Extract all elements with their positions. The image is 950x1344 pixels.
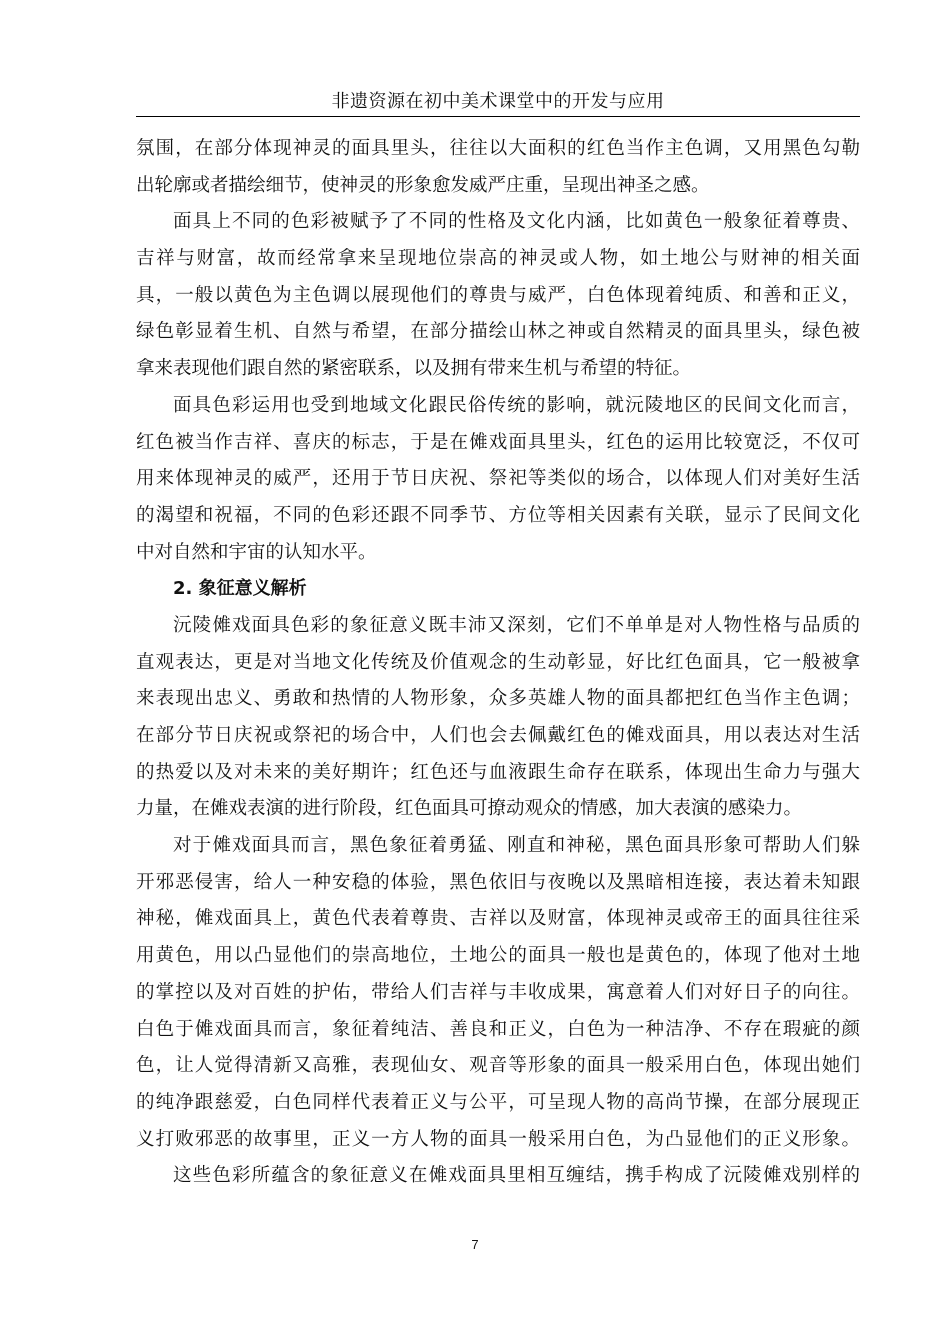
header-divider: [136, 116, 860, 117]
section-heading: 2. 象征意义解析: [173, 578, 307, 600]
body-line: 白色于傩戏面具而言，象征着纯洁、善良和正义，白色为一种洁净、不存在瑕疵的颜: [136, 1018, 860, 1040]
body-line: 氛围，在部分体现神灵的面具里头，往往以大面积的红色当作主色调，又用黑色勾勒: [136, 138, 860, 159]
body-line: 色，让人觉得清新又高雅，表现仙女、观音等形象的面具一般采用白色，体现出她们: [136, 1055, 860, 1077]
body-line: 这些色彩所蕴含的象征意义在傩戏面具里相互缠结，携手构成了沅陵傩戏别样的: [173, 1165, 860, 1187]
body-line: 出轮廓或者描绘细节，使神灵的形象愈发威严庄重，呈现出神圣之感。: [136, 174, 710, 196]
body-line: 开邪恶侵害，给人一种安稳的体验，黑色依旧与夜晚以及黑暗相连接，表达着未知跟: [136, 871, 860, 893]
body-line: 中对自然和宇宙的认知水平。: [136, 541, 377, 563]
body-line: 绿色彰显着生机、自然与希望，在部分描绘山林之神或自然精灵的面具里头，绿色被: [136, 321, 860, 343]
body-line: 来表现出忠义、勇敢和热情的人物形象，众多英雄人物的面具都把红色当作主色调；: [136, 688, 860, 710]
body-line: 的纯净跟慈爱，白色同样代表着正义与公平，可呈现人物的高尚节操，在部分展现正: [136, 1091, 860, 1113]
body-line: 面具色彩运用也受到地域文化跟民俗传统的影响，就沅陵地区的民间文化而言，: [173, 394, 860, 416]
body-line: 的热爱以及对未来的美好期许；红色还与血液跟生命存在联系，体现出生命力与强大: [136, 761, 860, 783]
body-line: 对于傩戏面具而言，黑色象征着勇猛、刚直和神秘，黑色面具形象可帮助人们躲: [173, 835, 860, 857]
body-line: 用来体现神灵的威严，还用于节日庆祝、祭祀等类似的场合，以体现人们对美好生活: [136, 468, 860, 490]
body-line: 义打败邪恶的故事里，正义一方人物的面具一般采用白色，为凸显他们的正义形象。: [136, 1128, 860, 1150]
body-text: [136, 131, 860, 1195]
body-line: 沅陵傩戏面具色彩的象征意义既丰沛又深刻，它们不单单是对人物性格与品质的: [173, 614, 860, 636]
body-line: 面具上不同的色彩被赋予了不同的性格及文化内涵，比如黄色一般象征着尊贵、: [173, 211, 860, 233]
body-line: 力量，在傩戏表演的进行阶段，红色面具可撩动观众的情感，加大表演的感染力。: [136, 798, 803, 820]
page-number: 7: [471, 1237, 479, 1252]
body-line: 拿来表现他们跟自然的紧密联系，以及拥有带来生机与希望的特征。: [136, 358, 692, 380]
body-line: 具，一般以黄色为主色调以展现他们的尊贵与威严，白色体现着纯质、和善和正义，: [136, 284, 860, 306]
body-line: 在部分节日庆祝或祭祀的场合中，人们也会去佩戴红色的傩戏面具，用以表达对生活: [136, 725, 860, 746]
body-line: 吉祥与财富，故而经常拿来呈现地位崇高的神灵或人物，如土地公与财神的相关面: [136, 248, 860, 270]
body-line: 红色被当作吉祥、喜庆的标志，于是在傩戏面具里头，红色的运用比较宽泛，不仅可: [136, 431, 860, 453]
body-line: 的掌控以及对百姓的护佑，带给人们吉祥与丰收成果，寓意着人们对好日子的向往。: [136, 981, 860, 1003]
body-line: 的渴望和祝福，不同的色彩还跟不同季节、方位等相关因素有关联，显示了民间文化: [136, 504, 860, 526]
body-line: 直观表达，更是对当地文化传统及价值观念的生动彰显，好比红色面具，它一般被拿: [136, 651, 860, 673]
body-line: 用黄色，用以凸显他们的崇高地位，土地公的面具一般也是黄色的，体现了他对土地: [136, 945, 860, 967]
body-line: 神秘，傩戏面具上，黄色代表着尊贵、吉祥以及财富，体现神灵或帝王的面具往往采: [136, 908, 860, 930]
page-header-title: 非遗资源在初中美术课堂中的开发与应用: [331, 91, 665, 112]
